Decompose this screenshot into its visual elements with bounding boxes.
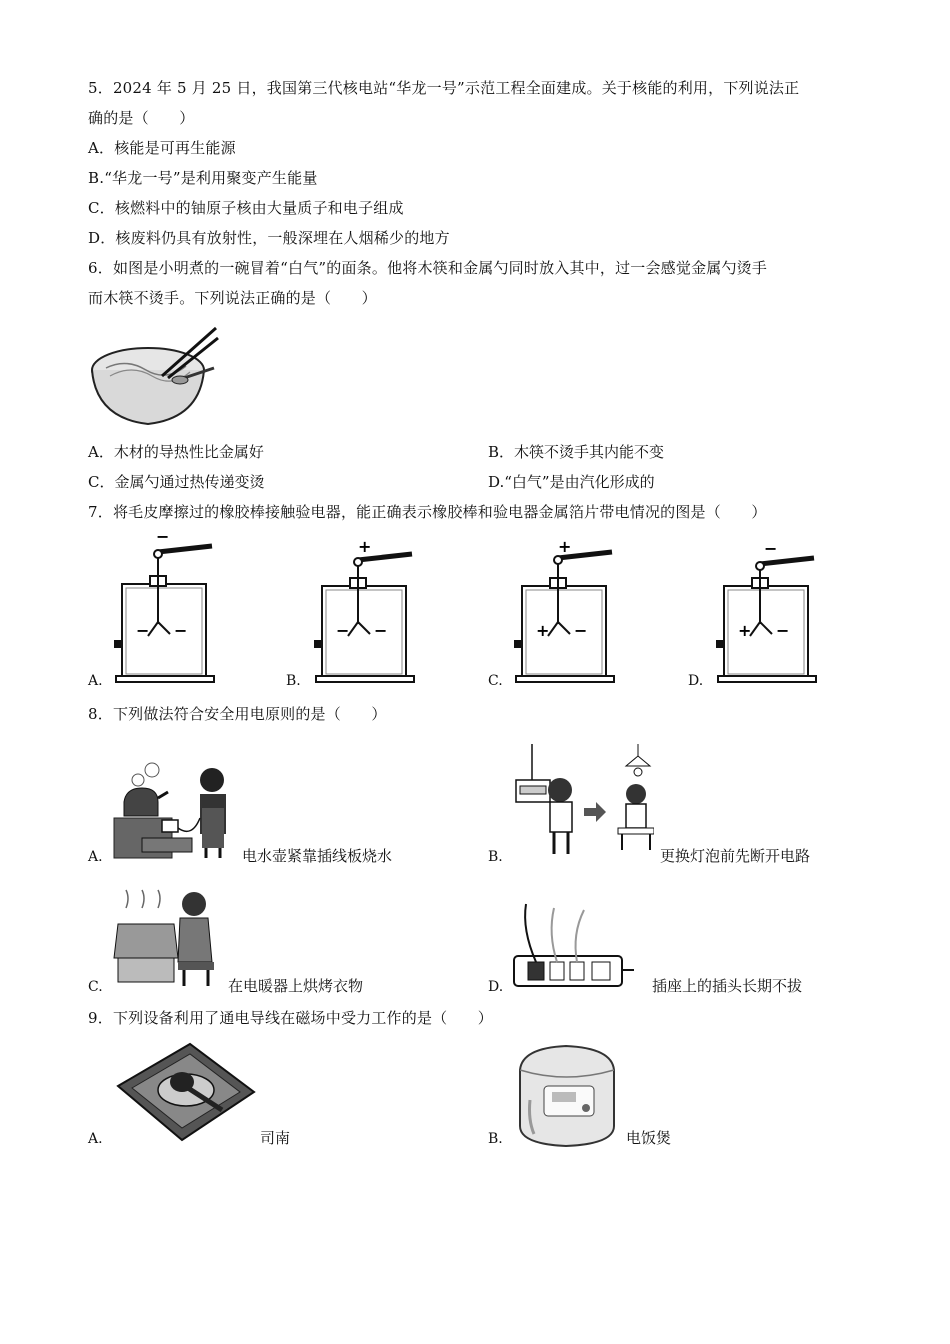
electroscope-b-rod-charge: + <box>358 540 372 556</box>
q8-option-b-label: B. <box>488 849 503 865</box>
q7-figure-c-label: C. <box>488 673 503 689</box>
q9-option-b-label: B. <box>488 1131 503 1147</box>
q9-option-b-caption: 电饭煲 <box>626 1129 672 1147</box>
electroscope-a-left-leaf-charge: − <box>136 621 150 640</box>
q5-option-b: B.“华龙一号”是利用聚变产生能量 <box>88 169 318 187</box>
q9-option-a-label: A. <box>88 1131 103 1147</box>
electroscope-d-rod-charge: − <box>764 540 778 558</box>
electroscope-d-right-leaf-charge: − <box>776 621 790 640</box>
q5-stem-line2: 确的是（ ） <box>88 109 195 127</box>
q6-option-a: A．木材的导热性比金属好 <box>88 443 264 461</box>
electroscope-d-left-leaf-charge: + <box>738 621 752 640</box>
q9-stem: 9．下列设备利用了通电导线在磁场中受力工作的是（ ） <box>88 1009 493 1027</box>
q6-stem-line1: 6．如图是小明煮的一碗冒着“白气”的面条。他将木筷和金属勺同时放入其中，过一会感觉金属勺烫手 <box>88 259 768 277</box>
electroscope-figure-c <box>512 538 622 688</box>
electroscope-figure-a <box>112 532 222 688</box>
electroscope-figure-b <box>312 540 422 688</box>
q6-option-b: B．木筷不烫手其内能不变 <box>488 443 665 461</box>
drying-clothes-on-heater-figure <box>112 888 224 988</box>
electroscope-c-left-leaf-charge: + <box>536 621 550 640</box>
q8-stem: 8．下列做法符合安全用电原则的是（ ） <box>88 705 387 723</box>
electroscope-c-rod-charge: + <box>558 538 572 556</box>
q6-stem-line2: 而木筷不烫手。下列说法正确的是（ ） <box>88 289 377 307</box>
electroscope-c-right-leaf-charge: − <box>574 621 588 640</box>
q5-option-a: A．核能是可再生能源 <box>88 139 236 157</box>
electroscope-b-left-leaf-charge: − <box>336 621 350 640</box>
electroscope-a-right-leaf-charge: − <box>174 621 188 640</box>
q8-option-b-caption: 更换灯泡前先断开电路 <box>660 847 811 865</box>
noodle-bowl-figure <box>86 318 226 433</box>
q8-option-d-label: D. <box>488 979 504 995</box>
q9-option-a-caption: 司南 <box>260 1129 291 1147</box>
electroscope-b-right-leaf-charge: − <box>374 621 388 640</box>
q8-option-d-caption: 插座上的插头长期不拔 <box>652 977 803 995</box>
sinan-compass-figure <box>114 1038 256 1144</box>
rice-cooker-figure <box>514 1040 620 1148</box>
q8-option-a-label: A. <box>88 849 103 865</box>
kettle-near-power-strip-figure <box>112 758 238 860</box>
q7-figure-d-label: D. <box>688 673 704 689</box>
q5-option-c: C．核燃料中的铀原子核由大量质子和电子组成 <box>88 199 404 217</box>
switch-off-before-bulb-change-figure <box>514 744 654 860</box>
q5-option-d: D．核废料仍具有放射性，一般深埋在人烟稀少的地方 <box>88 229 450 247</box>
q7-figure-a-label: A. <box>88 673 103 689</box>
q6-option-c: C．金属勺通过热传递变烫 <box>88 473 265 491</box>
q8-option-c-caption: 在电暖器上烘烤衣物 <box>228 977 364 995</box>
q7-stem: 7．将毛皮摩擦过的橡胶棒接触验电器，能正确表示橡胶棒和验电器金属箔片带电情况的图是（ ） <box>88 503 767 521</box>
electroscope-figure-d <box>714 540 824 688</box>
q7-figure-b-label: B. <box>286 673 301 689</box>
q8-option-a-caption: 电水壶紧靠插线板烧水 <box>242 847 393 865</box>
q8-option-c-label: C. <box>88 979 103 995</box>
q6-option-d: D.“白气”是由汽化形成的 <box>488 473 655 491</box>
q5-stem-line1: 5．2024 年 5 月 25 日，我国第三代核电站“华龙一号”示范工程全面建成。关于核能的利用，下列说法正 <box>88 79 800 97</box>
plugs-left-in-socket-figure <box>512 900 636 996</box>
electroscope-a-rod-charge: − <box>156 532 170 546</box>
